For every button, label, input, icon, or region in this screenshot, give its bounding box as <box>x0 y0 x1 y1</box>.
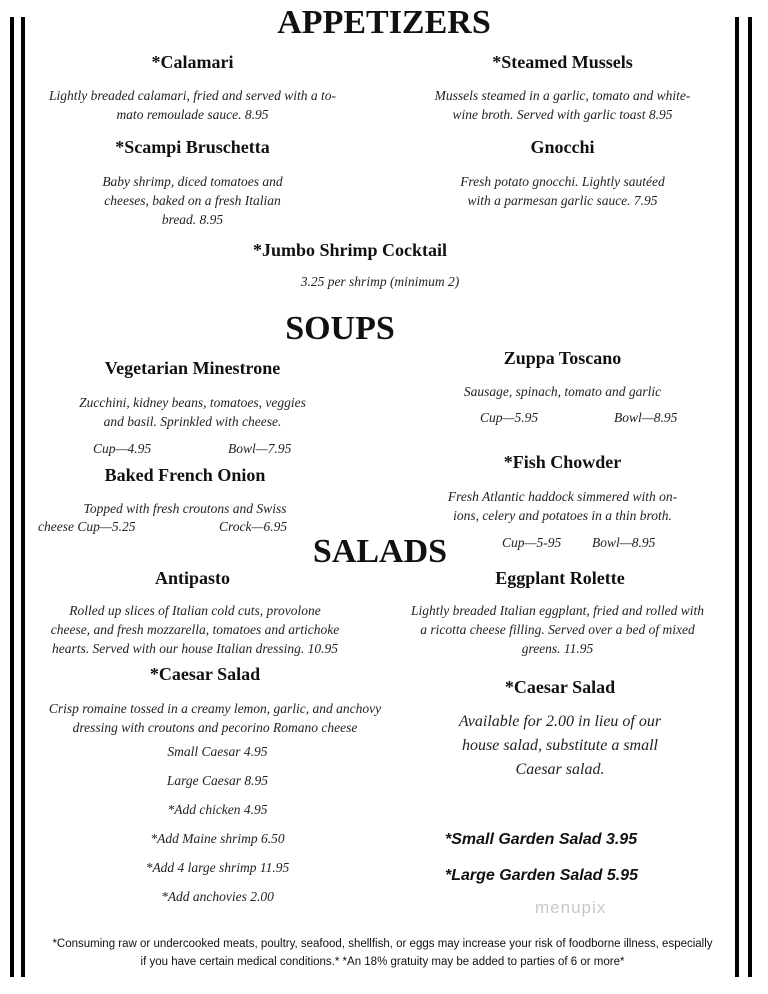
caesar-option: *Add chicken 4.95 <box>167 802 268 817</box>
item-jumbo-shrimp-cocktail-desc: 3.25 per shrimp (minimum 2) <box>300 274 460 289</box>
right-border-inner <box>735 17 739 977</box>
section-title-appetizers: APPETIZERS <box>277 4 491 41</box>
section-title-salads: SALADS <box>312 533 448 570</box>
item-fish-chowder-desc: Fresh Atlantic haddock simmered with on- ions, celery and potatoes in a thin broth. <box>447 489 678 523</box>
caesar-option: *Add anchovies 2.00 <box>161 889 274 904</box>
item-zuppa-toscano-cup: Cup—5.95 <box>480 410 539 425</box>
item-caesar-salad-name: *Caesar Salad <box>149 664 261 684</box>
item-antipasto-desc: Rolled up slices of Italian cold cuts, provolone cheese, and fresh mozzarella, tomatoes and artichoke hearts. Served with our house Italian dressing. 10.95 <box>50 603 340 656</box>
item-calamari-name: *Calamari <box>151 52 234 72</box>
item-eggplant-rolette-desc: Lightly breaded Italian eggplant, fried and rolled with a ricotta cheese filling. Served over a bed of mixed greens. 11.95 <box>411 603 704 656</box>
item-caesar-salad-options <box>40 742 395 916</box>
item-large-garden-salad: *Large Garden Salad 5.95 <box>445 867 638 884</box>
caesar-option: Small Caesar 4.95 <box>167 744 268 759</box>
watermark-logo: menupix <box>535 898 607 917</box>
item-steamed-mussels-desc: Mussels steamed in a garlic, tomato and white- wine broth. Served with garlic toast 8.95 <box>434 88 691 122</box>
left-border-inner <box>21 17 25 977</box>
item-baked-french-onion-name: Baked French Onion <box>104 465 266 485</box>
item-baked-french-onion-cup: cheese Cup—5.25 <box>38 519 136 534</box>
item-vegetarian-minestrone-desc: Zucchini, kidney beans, tomatoes, veggies and basil. Sprinkled with cheese. <box>79 395 306 429</box>
item-calamari-desc: Lightly breaded calamari, fried and served with a to- mato remoulade sauce. 8.95 <box>48 88 337 122</box>
item-scampi-bruschetta-name: *Scampi Bruschetta <box>115 137 270 157</box>
item-fish-chowder-bowl: Bowl—8.95 <box>592 535 656 550</box>
caesar-option: Large Caesar 8.95 <box>166 773 269 788</box>
item-caesar-salad-desc: Crisp romaine tossed in a creamy lemon, garlic, and anchovy dressing with croutons and pecorino Romano cheese <box>48 701 382 735</box>
item-vegetarian-minestrone-bowl: Bowl—7.95 <box>228 441 292 456</box>
item-gnocchi-name: Gnocchi <box>530 137 595 157</box>
section-title-soups: SOUPS <box>285 310 395 347</box>
left-border-outer <box>10 17 14 977</box>
footer-disclaimer: *Consuming raw or undercooked meats, poultry, seafood, shellfish, or eggs may increase your risk of foodborne illness, especially if you have certain medical conditions.* *An 18% gratuity may be added to parties of 6 or more* <box>52 938 713 968</box>
right-border-outer <box>748 17 752 977</box>
item-caesar-salad-sub-desc: Available for 2.00 in lieu of our house salad, substitute a small Caesar salad. <box>458 713 662 778</box>
item-jumbo-shrimp-cocktail-name: *Jumbo Shrimp Cocktail <box>252 240 448 260</box>
item-scampi-bruschetta-desc: Baby shrimp, diced tomatoes and cheeses, baked on a fresh Italian bread. 8.95 <box>102 174 283 227</box>
item-gnocchi-desc: Fresh potato gnocchi. Lightly sautéed with a parmesan garlic sauce. 7.95 <box>460 174 665 208</box>
item-baked-french-onion-desc: Topped with fresh croutons and Swiss <box>83 501 287 516</box>
item-steamed-mussels-name: *Steamed Mussels <box>492 52 633 72</box>
item-fish-chowder-name: *Fish Chowder <box>503 452 622 472</box>
item-baked-french-onion-crock: Crock—6.95 <box>219 519 288 534</box>
item-zuppa-toscano-name: Zuppa Toscano <box>503 348 622 368</box>
item-antipasto-name: Antipasto <box>154 568 230 588</box>
item-fish-chowder-cup: Cup—5-95 <box>502 535 562 550</box>
item-zuppa-toscano-desc: Sausage, spinach, tomato and garlic <box>463 384 662 399</box>
item-eggplant-rolette-name: Eggplant Rolette <box>495 568 625 588</box>
item-zuppa-toscano-bowl: Bowl—8.95 <box>614 410 678 425</box>
item-caesar-salad-sub-name: *Caesar Salad <box>504 677 616 697</box>
caesar-option: *Add Maine shrimp 6.50 <box>150 831 285 846</box>
item-vegetarian-minestrone-cup: Cup—4.95 <box>93 441 152 456</box>
caesar-option: *Add 4 large shrimp 11.95 <box>145 860 290 875</box>
item-small-garden-salad: *Small Garden Salad 3.95 <box>445 831 638 848</box>
item-vegetarian-minestrone-name: Vegetarian Minestrone <box>104 358 281 378</box>
